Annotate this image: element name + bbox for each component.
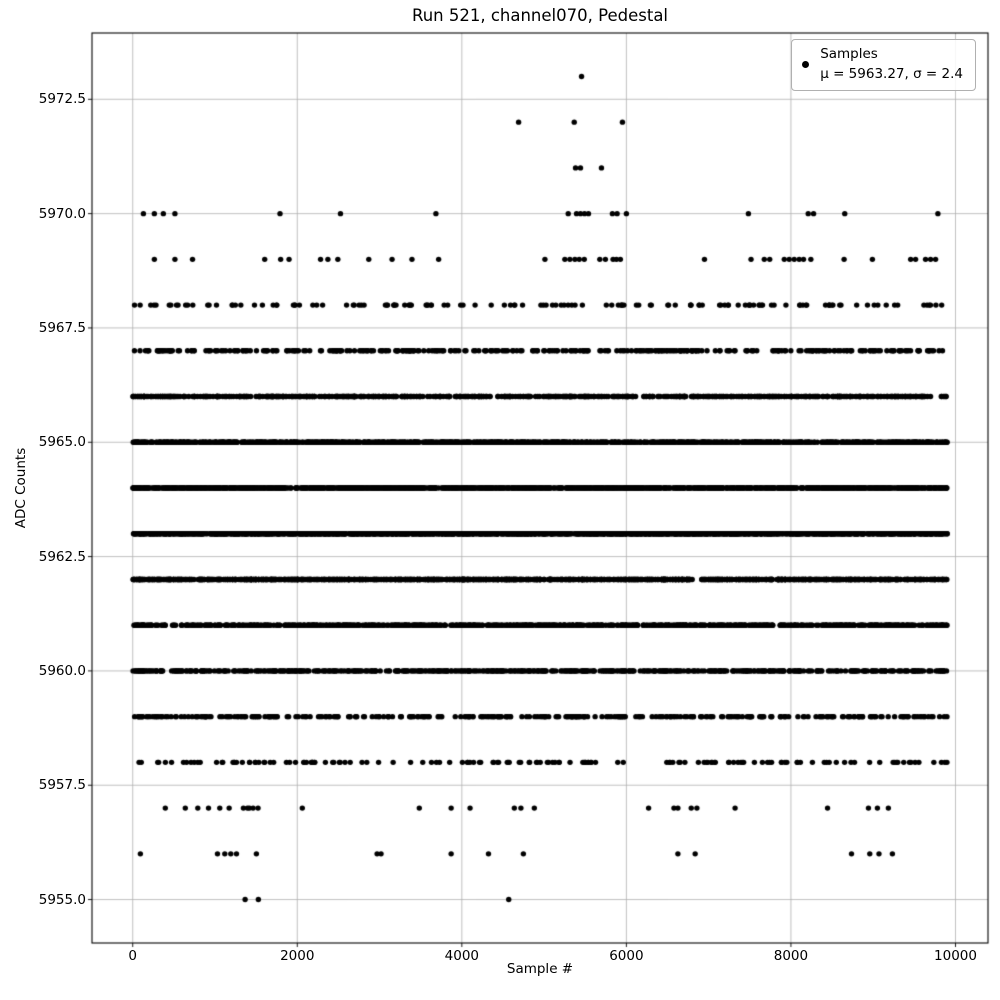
x-tick-label: 6000 bbox=[609, 948, 644, 964]
legend-marker-icon bbox=[802, 61, 809, 68]
y-tick-label: 5972.5 bbox=[38, 91, 86, 108]
y-tick-label: 5962.5 bbox=[38, 548, 86, 565]
x-tick-label: 8000 bbox=[773, 948, 809, 964]
legend-stats-label: μ = 5963.27, σ = 2.4 bbox=[820, 65, 963, 82]
y-tick-label: 5965.0 bbox=[38, 434, 86, 451]
chart-title: Run 521, channel070, Pedestal bbox=[411, 6, 669, 25]
y-axis-label: ADC Counts bbox=[13, 447, 29, 529]
x-axis-label: Sample # bbox=[506, 961, 574, 977]
x-tick-label: 2000 bbox=[280, 948, 315, 964]
x-tick-label: 10000 bbox=[934, 948, 977, 964]
y-tick-label: 5955.0 bbox=[38, 891, 86, 908]
y-tick-label: 5960.0 bbox=[38, 662, 86, 679]
x-tick-label: 4000 bbox=[444, 948, 479, 964]
y-tick-label: 5967.5 bbox=[38, 319, 86, 336]
x-tick-label: 0 bbox=[128, 948, 138, 964]
y-tick-label: 5957.5 bbox=[38, 777, 86, 794]
legend-text bbox=[820, 45, 963, 84]
legend bbox=[791, 39, 976, 91]
y-tick-label: 5970.0 bbox=[38, 205, 86, 222]
legend-series-label: Samples bbox=[820, 46, 878, 62]
